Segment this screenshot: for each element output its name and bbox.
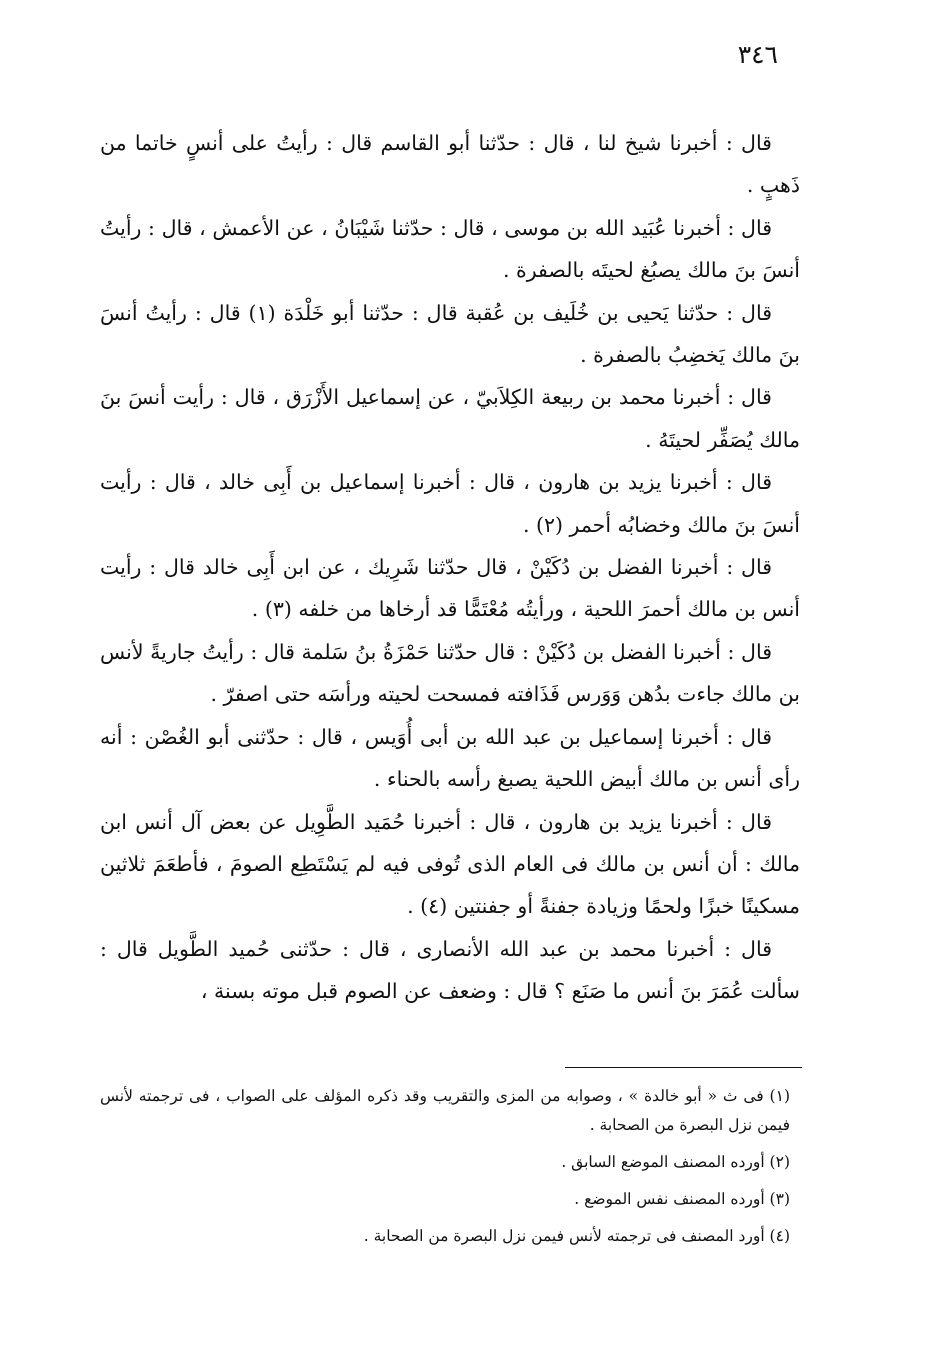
paragraph: قال : أخبرنا محمد بن عبد الله الأنصارى ، قال : حدّثنى حُميد الطَّويل قال : سألت عُمَرَ بنَ أنس ما صَنَع ؟ قال : وضعف عن الصوم قبل موته بسنة ، (100, 936, 800, 1004)
paragraph: قال : أخبرنا الفضل بن دُكَيْنْ : قال حدّثنا حَمْزَةُ بنُ سَلمة قال : رأيتُ جاريةً لأنس بن مالك جاءت بدُهن وَوَرس فَذَافته فمسحت لحيته ورأسَه حتى اصفرّ . (100, 639, 800, 707)
paragraph: قال : أخبرنا عُبَيد الله بن موسى ، قال : حدّثنا شَيْبَانُ ، عن الأعمش ، قال : رأيتُ أنسَ بنَ مالك يصبُغ لحيتَه بالصفرة . (100, 215, 800, 283)
paragraph: قال : أخبرنا الفضل بن دُكَيْنْ ، قال حدّثنا شَرِيك ، عن ابن أَبِى خالد قال : رأيت أنس بن مالك أحمرَ اللحية ، ورأيتُه مُعْتَمًّا قد أرخاها من خلفه (٣) . (100, 555, 800, 622)
footnote: (٢) أورده المصنف الموضع السابق . (561, 1153, 790, 1171)
paragraph: قال : أخبرنا محمد بن ربيعة الكِلاَبيّ ، عن إسماعيل الأَزْرَق ، قال : رأيت أنسَ بنَ مالك يُصَفِّر لحيتَهُ . (100, 385, 800, 452)
footnote-divider (565, 1067, 802, 1068)
paragraph: قال : أخبرنا إسماعيل بن عبد الله بن أبى أُوَيس ، قال : حدّثنى أبو الغُصْن : أنه رأى أنس بن مالك أبيض اللحية يصبغ رأسه بالحناء . (100, 724, 800, 792)
footnote: (١) فى ث « أبو خالدة » ، وصوابه من المزى والتقريب وقد ذكره المؤلف على الصواب ، فى ترجمته لأنس فيمن نزل البصرة من الصحابة . (100, 1087, 790, 1134)
paragraph: قال : أخبرنا يزيد بن هارون ، قال : أخبرنا حُمَيد الطَّوِيل عن بعض آل أنس ابن مالك : أن أنس بن مالك فى العام الذى تُوفى فيه لم يَسْتَطِع الصومَ ، فأطعَمَ ثلاثين مسكينًا خبزًا ولحمًا وزيادة جفنةً أو جفنتين (٤) . (100, 809, 800, 919)
paragraph: قال : أخبرنا شيخ لنا ، قال : حدّثنا أبو القاسم قال : رأيتُ على أنسٍ خاتما من ذَهبٍ . (100, 131, 800, 198)
page-number: ٣٤٦ (737, 40, 778, 69)
footnote: (٣) أورده المصنف نفس الموضع . (574, 1190, 790, 1208)
paragraph: قال : أخبرنا يزيد بن هارون ، قال : أخبرنا إسماعيل بن أَبِى خالد ، قال : رأيت أنسَ بنَ مالك وخضابُه أحمر (٢) . (100, 470, 800, 537)
main-text (100, 122, 800, 1013)
footnotes (100, 1082, 820, 1251)
paragraph: قال : حدّثنا يَحيى بن خُلَيف بن عُقبة قال : حدّثنا أبو خَلْدَة (١) قال : رأيتُ أنسَ بنَ مالك يَخضِبُ بالصفرة . (100, 300, 800, 368)
footnote: (٤) أورد المصنف فى ترجمته لأنس فيمن نزل البصرة من الصحابة . (363, 1227, 790, 1245)
